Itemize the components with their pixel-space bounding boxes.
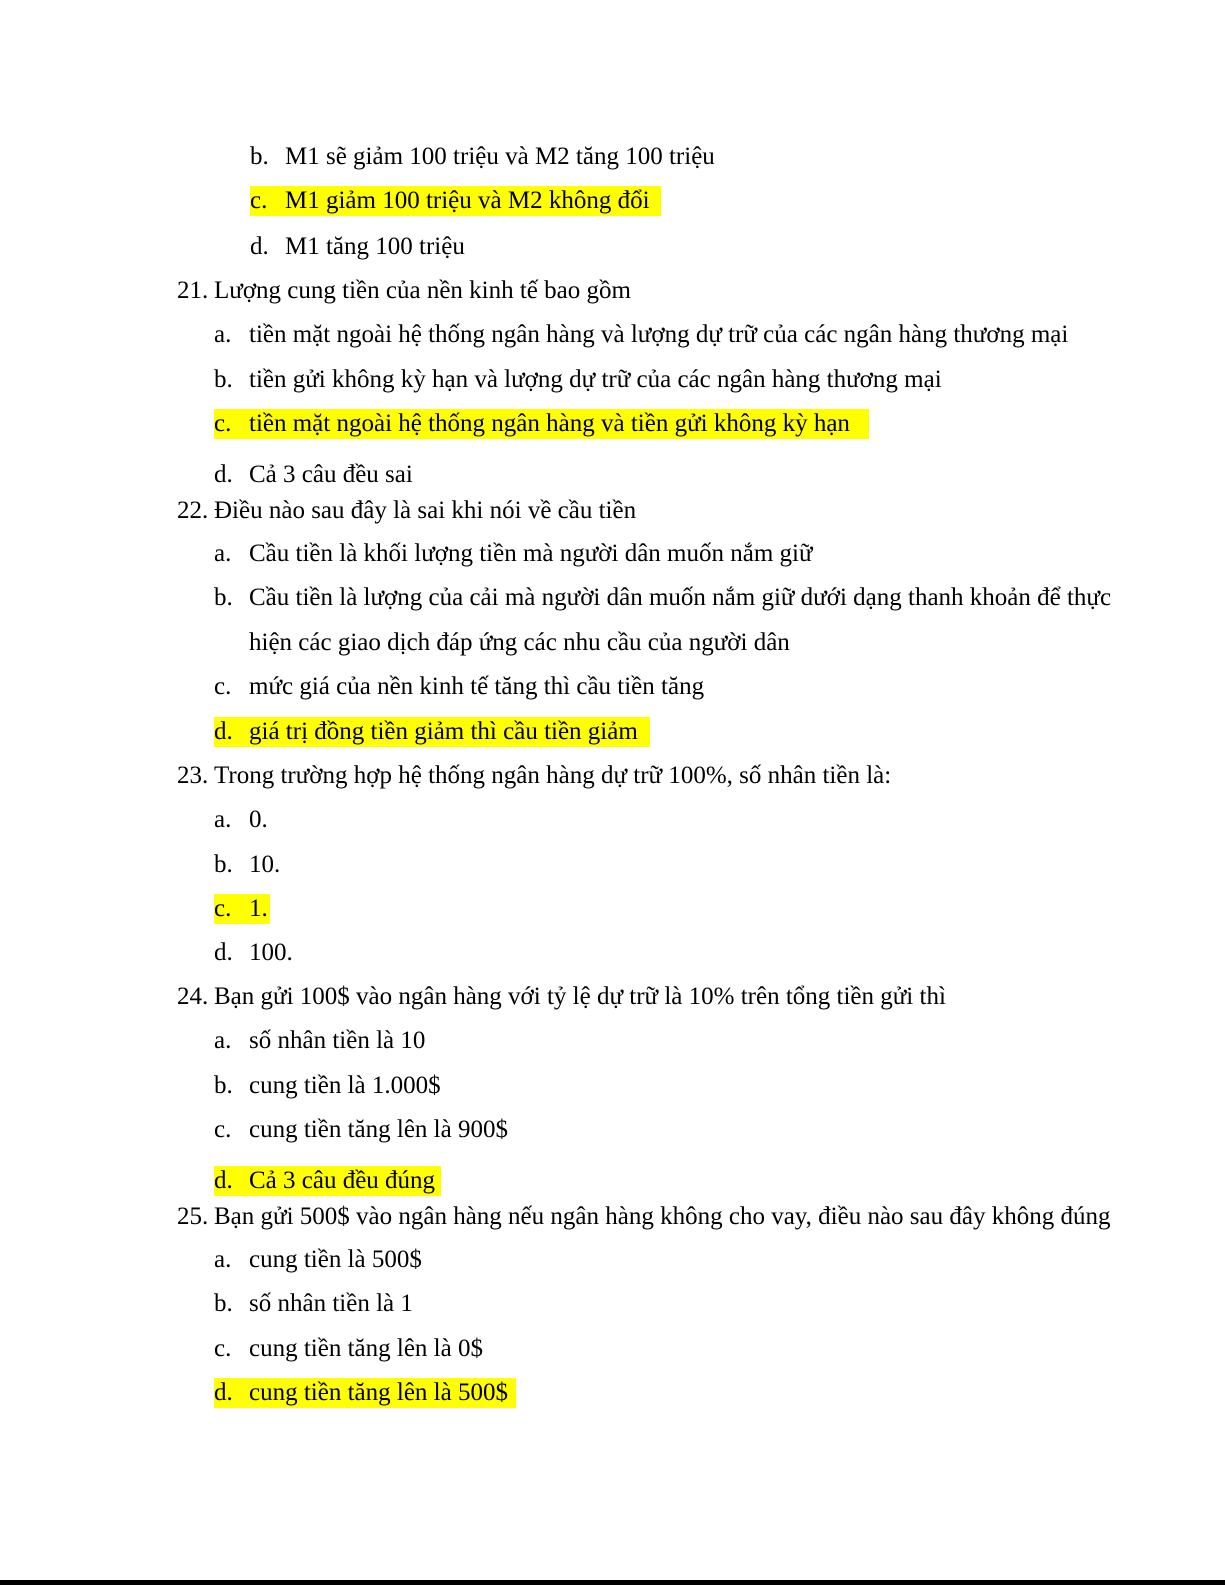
answer-highlight-line (214, 1378, 516, 1408)
option-label: b. (214, 584, 233, 611)
answer-highlight-line (214, 717, 650, 747)
option-label: a. (214, 806, 232, 833)
option-text: cung tiền là 500$ (249, 1246, 422, 1273)
option-label: d. (214, 1167, 233, 1194)
option-text: Cầu tiền là khối lượng tiền mà người dân muốn nắm giữ (249, 540, 813, 567)
question-number: 23. (177, 762, 209, 789)
option-text: 1. (249, 895, 268, 922)
question-text: Lượng cung tiền của nền kinh tế bao gồm (214, 277, 631, 304)
answer-highlight-line (214, 409, 869, 439)
option-label: a. (214, 540, 232, 567)
option-text: cung tiền là 1.000$ (249, 1072, 441, 1099)
option-text: cung tiền tăng lên là 0$ (249, 1335, 483, 1362)
option-label: b. (214, 366, 233, 393)
question-text: Bạn gửi 100$ vào ngân hàng với tỷ lệ dự trữ là 10% trên tổng tiền gửi thì (214, 983, 946, 1010)
option-text: cung tiền tăng lên là 500$ (249, 1379, 508, 1406)
question-text: Trong trường hợp hệ thống ngân hàng dự trữ 100%, số nhân tiền là: (214, 762, 892, 789)
option-label: b. (250, 143, 269, 170)
option-text: tiền gửi không kỳ hạn và lượng dự trữ của các ngân hàng thương mại (249, 366, 942, 393)
option-text: 0. (249, 806, 268, 833)
option-label: b. (214, 1290, 233, 1317)
option-text: Cả 3 câu đều đúng (249, 1167, 436, 1194)
option-text: mức giá của nền kinh tế tăng thì cầu tiền tăng (249, 673, 705, 700)
option-label: c. (214, 673, 232, 700)
page-bottom-border (0, 1580, 1225, 1585)
option-label: c. (214, 1335, 232, 1362)
option-label: b. (214, 851, 233, 878)
option-label: c. (250, 187, 268, 214)
option-label: a. (214, 1246, 232, 1273)
option-label: d. (214, 718, 233, 745)
option-text: Cả 3 câu đều sai (249, 461, 413, 488)
option-label: d. (214, 1379, 233, 1406)
option-text: tiền mặt ngoài hệ thống ngân hàng và tiền gửi không kỳ hạn (249, 410, 850, 437)
question-text: Bạn gửi 500$ vào ngân hàng nếu ngân hàng không cho vay, điều nào sau đây không đúng (214, 1203, 1111, 1230)
question-number: 21. (177, 277, 209, 304)
option-text: M1 sẽ giảm 100 triệu và M2 tăng 100 triệu (285, 143, 715, 170)
option-text-continuation: hiện các giao dịch đáp ứng các nhu cầu của người dân (249, 629, 790, 656)
option-label: a. (214, 1027, 232, 1054)
question-number: 25. (177, 1203, 209, 1230)
option-label: d. (250, 233, 269, 260)
option-label: a. (214, 321, 232, 348)
question-number: 22. (177, 497, 209, 524)
option-label: d. (214, 461, 233, 488)
option-label: c. (214, 410, 232, 437)
option-label: c. (214, 1116, 232, 1143)
option-text: số nhân tiền là 1 (249, 1290, 413, 1317)
answer-highlight-line (214, 1166, 441, 1196)
option-text: M1 giảm 100 triệu và M2 không đổi (285, 187, 650, 214)
option-text: Cầu tiền là lượng của cải mà người dân muốn nắm giữ dưới dạng thanh khoản để thực (249, 584, 1112, 611)
option-text: 100. (249, 939, 293, 966)
option-text: cung tiền tăng lên là 900$ (249, 1116, 508, 1143)
option-text: M1 tăng 100 triệu (285, 233, 465, 260)
option-label: b. (214, 1072, 233, 1099)
option-text: tiền mặt ngoài hệ thống ngân hàng và lượng dự trữ của các ngân hàng thương mại (249, 321, 1069, 348)
option-label: d. (214, 939, 233, 966)
option-text: số nhân tiền là 10 (249, 1027, 426, 1054)
option-text: 10. (249, 851, 281, 878)
option-label: c. (214, 895, 232, 922)
answer-highlight-line (214, 894, 270, 924)
question-text: Điều nào sau đây là sai khi nói về cầu tiền (214, 497, 637, 524)
question-number: 24. (177, 983, 209, 1010)
answer-highlight-line (250, 186, 661, 216)
option-text: giá trị đồng tiền giảm thì cầu tiền giảm (249, 718, 638, 745)
